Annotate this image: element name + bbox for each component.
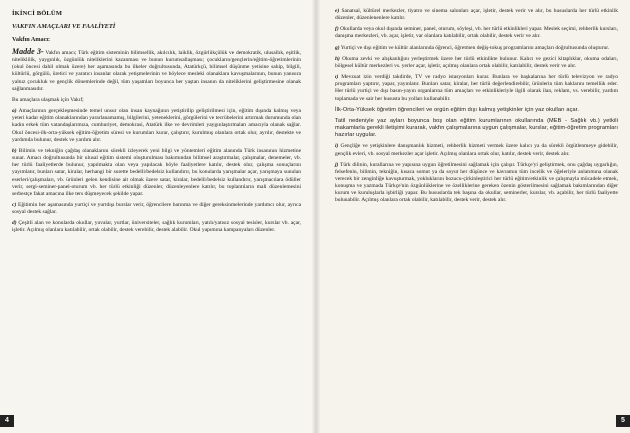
chapter-subtitle: VAKFIN AMAÇLARI VE FAALİYETİ: [12, 23, 116, 30]
list-item: [335, 45, 618, 52]
intro-paragraph: Bu amaçlara ulaşmak için Vakıf;: [12, 96, 84, 103]
madde-paragraph: [12, 48, 301, 93]
list-item: [12, 148, 301, 198]
item-text: Türk dilinin, kurallarına ve yapısına uygun öğretilmesini sağlamak için çalışır. Türkçe'yi geliştirmek, onu çağdaş uygarlığın, felsefenin, bilimin, tekniğin, kısaca somut ya da soyut her düşünce ve kavramın tüm incelik ve öğeleriyle anlatımına olanak verecek bir zenginliğe kavuşturmak, yokluklarını bozucu-çirkinleştirici her türlü eğitim/etkinlik ve çalışmayla mücadele etmek, konuşma ve yazmada Türkçe'nin özgünlüklerine ve özelliklerine gereken özenin gösterilmesini sağlamak bakımlarından diğer kurum ve kuruluşlarla işbirliği yapar. Bu hususlarda tek başına da okullar, seminerler, kurslar, vb. açabilir, her türlü faaliyette bulunabilir. Açılmış olanlara ortak olabilir, katılabilir, destek verir, destek alır.: [335, 161, 618, 204]
item-text: Yurtiçi ve dışı eğitim ve kültür alanlarında öğrenci, öğretmen değiş-tokuş programlarını amaçları doğrultusunda oluşturur.: [340, 44, 610, 51]
list-item: [335, 26, 618, 40]
item-text: Sanatsal, kültürel merkezler, tiyatro ve sinema salonları açar, işletir, destek verir ve alır, bu hususlarda her türlü etkinlik düzenler, düzenlenenlere katılır.: [335, 8, 618, 22]
list-item: [335, 143, 618, 157]
chapter-heading: İKİNCİ BÖLÜM: [12, 10, 63, 17]
item-lead: ı): [335, 74, 339, 81]
holiday-paragraph: Tatil nedeniyle yaz ayları boyunca boş olan eğitim kurumlarının okullarında (MEB - Sağlık vb.) yetkili makamlarla gerekli iletişimi kurarak, vakfın çalışmalarına uygun çalışmalar, kurslar, eğitim-öğretim programları hazırlar uygular.: [335, 117, 618, 139]
item-lead: e): [335, 8, 340, 14]
item-lead: d): [12, 220, 17, 227]
item-text: Çeşitli alan ve konularda okullar, yuvalar, yurtlar, üniversiteler, sağlık kurumları, yatılı/yatısız sosyal tesisler, kurslar vb. açar, işletir. Açılmış olanlara katılabilir, ortak olabilir, destek verebilir, destek alabilir. Okul yapımına kampanyaları düzenler.: [12, 220, 302, 234]
item-text: Okullarda veya okul dışında seminer, panel, oturum, söyleşi, vb. her türlü etkinlikleri yapar. Meslek seçimi, rehberlik kursları, danışma merkezleri, vb. açar, işletir, var olanlara katılabilir, ortak olabilir, destek verir ve alır.: [335, 26, 618, 40]
list-item: [12, 220, 301, 234]
madde-label: Madde 3-: [12, 47, 44, 56]
list-item: [12, 202, 301, 216]
item-lead: g): [335, 44, 340, 51]
summer-school-paragraph: İlk-Orta-Yüksek öğretim öğrencileri ve orgün eğitim dışı kalmış yetişkinler için yaz okulları açar.: [335, 106, 579, 113]
list-item: [335, 56, 618, 70]
list-item: [12, 108, 301, 144]
item-lead: c): [12, 201, 17, 208]
madde-text: Vakfın amacı; Türk eğitim sisteminin bilimsellik, akılcılık, laiklik, özgürlükçülük ve demokratik, ulusallık, eşitlik, niteliklilik, yaygınlık, özgünlük niteliklerini kazanması ve bunun kurumsallaşması; çocukların/gençlerin/eğitim-öğretimlerinin (okul öncesi dahil olmak üzere) her aşamasında bu ilkeler doğrultusunda, Atatürkçü, bilimsel düşünme yetisine sahip, bilgili, kültürlü, görgülü, üretici ve yaratıcı insanlar olarak yetişmelerinin ve böylece mesleki olanaklara kavuşmalarının, bunun yanısıra yalnız çocukluk ve gençlik dönemlerinde değil, tüm yaşamları boyunca her yaştan insanın da niteliklerini geliştirmesine olanak sağlanmasıdır.: [12, 50, 301, 92]
item-text: Bilimin ve tekniğin çağdaş olanaklarını sürekli izleyerek yeni bilgi ve yöntemleri eğitim alanında Türk insanının hizmetine sunar. Amacı doğrultusunda bir ulusal eğitim sistemi oluşturulması bakımından bilimsel araştırmalar, çalışmalar, denemeler, vb. her türlü faaliyetlerde bulunur, yapılmakta olan veya yapılacak böyle faaliyetlere katılır, destek olur, çalışma sonuçlarını yayımlatır, bunları satar, kiralar, herhangi bir surette bedelli/bedelsiz kullandırır, bu konularda yarışmalar açar, yarışmaya sunulan eserleri/çalışmaları, vb. ürünleri gelen kendisine ait olmak üzere satar, kiralar, bedelli/bedelsiz kullandırır, yarışmacılara ödüller verir, sergi-seminer-panel-oturum vb. her türlü etkinliği düzenler, düzenleyenlere katılır, bu toplantıların mali düzenlemesini serbestçe fakat amacına ilke ters düşmeyecek şekilde yapar.: [12, 147, 302, 197]
item-text: Eğitimin her aşamasında yurtiçi ve yurtdışı burslar verir, öğrencilere barınma ve diğer gereksinmelerinde yardımcı olur, ayrıca sosyal destek sağlar.: [12, 201, 302, 216]
item-text: Okuma zevki ve alışkanlığını yerleştirmek üzere her türlü etkinlikte bulunur. Kalıcı ve gezici kitaplıklar, okuma odaları, bölgesel kültür merkezleri vs. yerler açar, işletir, açılmış olanlara ortak olabilir, katılabilir, destek verir ve alır.: [335, 55, 619, 69]
right-page: [315, 0, 630, 433]
list-item: [335, 162, 618, 205]
page-number: 4: [0, 415, 14, 427]
book-gutter: [312, 0, 320, 433]
item-text: Gençliğe ve yetişkinlere danışmanlık hizmeti, rehberlik hizmeti vermek üzere kalıcı ya da sürekli örgütlenmeye gidebilir, gençlik evleri, vb. sosyal merkezler açar işletir. Açılmış olanlara ortak olur, katılır, destek verir, destek alır.: [335, 143, 619, 157]
item-lead: a): [12, 108, 17, 115]
item-lead: i): [335, 143, 339, 150]
item-lead: j): [335, 161, 339, 168]
item-lead: b): [12, 147, 17, 154]
list-item: [335, 74, 618, 103]
item-lead: f): [335, 26, 339, 33]
list-item: [335, 8, 618, 22]
item-lead: h): [335, 55, 340, 62]
section-heading: Vakfın Amacı:: [12, 36, 51, 43]
page-number: 5: [616, 415, 630, 427]
item-text: Amaçlarının gerçekleşmesinde temel unsur olan insan kaynağının yetiştirilip geliştirilmesi için, eğitim dışında kalmış veya yeteri kadar eğitim olanaklarından yararlanamamış, bilgilerini, yeteneklerini, görgülerini ve tecrübelerini artırmak durumunda olan kadın erkek tüm vatandaşlarımıza, cumhuriyet, demokrasi, Atatürk ilke ve devrimleri yaygınlaştırmaları amacıyla olanak sağlar. Okul öncesi-ilk-orta-yüksek eğitim-öğretim süresi ve kurumları kurar, çalıştırır, kurulmuş olanlara ortak olur, ayrılır, destekte ve yardımda bulunur, destek ve yardım alır.: [12, 108, 301, 143]
item-text: Mevzuat izin verdiği takdirde, TV ve radyo istasyonları kurar. Bunlara ve başkalarına her türlü televizyon ve radyo programları yaptırır, yapar, yayınlatır. Bunları satar, kiralar, her türlü değerlendirebilir, ürünlerin tüm haklarını temellük eder. Her türlü yurtiçi ve dışı basın-yayın organlarına tüm amaçları ve etkinlikleriyle ilgili olarak ilan, reklam, vs. verebilir, yardım toplamada ve sair her hususta bu yolları kullanabilir.: [335, 74, 618, 102]
